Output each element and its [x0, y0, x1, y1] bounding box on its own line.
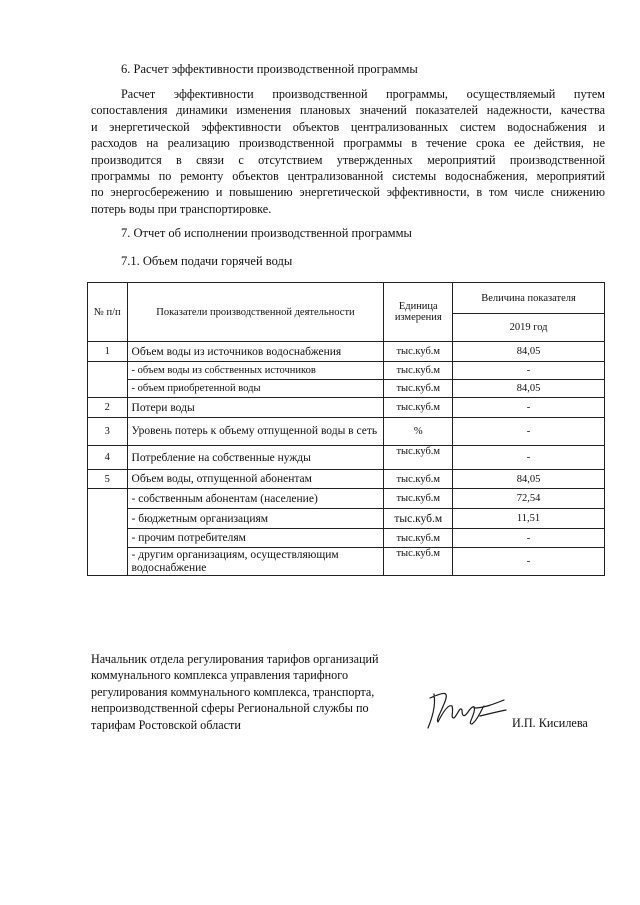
table-row [88, 362, 605, 380]
header-num: № п/п [88, 283, 128, 342]
header-unit-line1: Единица [398, 301, 438, 312]
paragraph-line: программы по ремонту объектов централизованной системы водоснабжения, мероприятий [91, 168, 605, 183]
row-value: 84,05 [453, 342, 605, 362]
row-unit: тыс.куб.м [384, 509, 453, 529]
section-6-title: 6. Расчет эффективности производственной программы [121, 62, 418, 76]
row-unit: тыс.куб.м [384, 342, 453, 362]
row-name: Потери воды [127, 398, 384, 418]
table-row [88, 418, 605, 446]
row-value: 84,05 [453, 380, 605, 398]
paragraph-line: производится в связи с отсутствием утвержденных мероприятий производственной [91, 152, 605, 167]
section-7-title: 7. Отчет об исполнении производственной программы [121, 226, 412, 240]
row-num: 4 [88, 446, 128, 470]
row-unit: тыс.куб.м [384, 470, 453, 489]
signatory-name: И.П. Кисилева [512, 716, 588, 730]
row-num: 5 [88, 470, 128, 489]
hot-water-supply-table [87, 282, 605, 576]
header-unit [384, 283, 453, 342]
position-line: тарифам Ростовской области [91, 717, 241, 732]
table-row [88, 446, 605, 470]
row-num: 1 [88, 342, 128, 362]
row-value: - [453, 362, 605, 380]
row-unit: тыс.куб.м [384, 380, 453, 398]
header-year: 2019 год [453, 314, 605, 342]
handwritten-signature [422, 684, 510, 734]
table-row [88, 470, 605, 489]
row-num [88, 362, 128, 398]
row-value: - [453, 548, 605, 576]
paragraph-line: по энергосбережению и повышению энергетической эффективности, в том числе снижению [91, 185, 605, 200]
row-unit: тыс.куб.м [384, 529, 453, 548]
row-name: Уровень потерь к объему отпущенной воды в сеть [127, 418, 384, 446]
table-row [88, 529, 605, 548]
row-name: Объем воды, отпущенной абонентам [127, 470, 384, 489]
paragraph-line: Расчет эффективности производственной программы, осуществляемый путем [121, 87, 605, 101]
position-line: Начальник отдела регулирования тарифов организаций [91, 652, 379, 666]
table-row [88, 380, 605, 398]
row-name: Потребление на собственные нужды [127, 446, 384, 470]
row-unit: тыс.куб.м [384, 489, 453, 509]
section-7-1-title: 7.1. Объем подачи горячей воды [121, 254, 293, 268]
row-num: 2 [88, 398, 128, 418]
table-row [88, 489, 605, 509]
paragraph-line: расходов на реализацию производственной программы в течение срока ее действия, не [91, 136, 605, 151]
header-unit-line2: измерения [394, 312, 442, 323]
row-value: - [453, 418, 605, 446]
row-name: Объем воды из источников водоснабжения [127, 342, 384, 362]
row-name: - объем приобретенной воды [127, 380, 384, 398]
row-name: - объем воды из собственных источников [127, 362, 384, 380]
row-name: - собственным абонентам (население) [127, 489, 384, 509]
row-value: 72,54 [453, 489, 605, 509]
header-indicator: Показатели производственной деятельности [127, 283, 384, 342]
row-unit: тыс.куб.м [384, 362, 453, 380]
signatory-position [91, 651, 411, 733]
row-unit: тыс.куб.м [384, 398, 453, 418]
row-value: - [453, 446, 605, 470]
row-value: - [453, 398, 605, 418]
row-unit: тыс.куб.м [384, 446, 453, 470]
row-name: - другим организациям, осуществляющим водоснабжение [127, 548, 384, 576]
table-row [88, 342, 605, 362]
row-num [88, 489, 128, 576]
header-value: Величина показателя [453, 283, 605, 314]
row-value: - [453, 529, 605, 548]
position-line: коммунального комплекса управления тарифного [91, 668, 349, 683]
row-value: 11,51 [453, 509, 605, 529]
row-num: 3 [88, 418, 128, 446]
paragraph-line: потерь воды при транспортировке. [91, 201, 272, 216]
table-row [88, 509, 605, 529]
position-line: непроизводственной сферы Региональной службы по [91, 701, 369, 716]
table-row [88, 398, 605, 418]
row-name: - прочим потребителям [127, 529, 384, 548]
paragraph-line: и энергетической эффективности объектов централизованных систем водоснабжения и [91, 119, 605, 134]
paragraph-line: сопоставления динамики изменения плановых значений показателей надежности, качества [91, 103, 605, 118]
row-name: - бюджетным организациям [127, 509, 384, 529]
section-6-paragraph [91, 86, 605, 217]
row-unit: тыс.куб.м [384, 548, 453, 576]
table-row [88, 548, 605, 576]
position-line: регулирования коммунального комплекса, транспорта, [91, 684, 375, 699]
row-value: 84,05 [453, 470, 605, 489]
row-unit: % [384, 418, 453, 446]
